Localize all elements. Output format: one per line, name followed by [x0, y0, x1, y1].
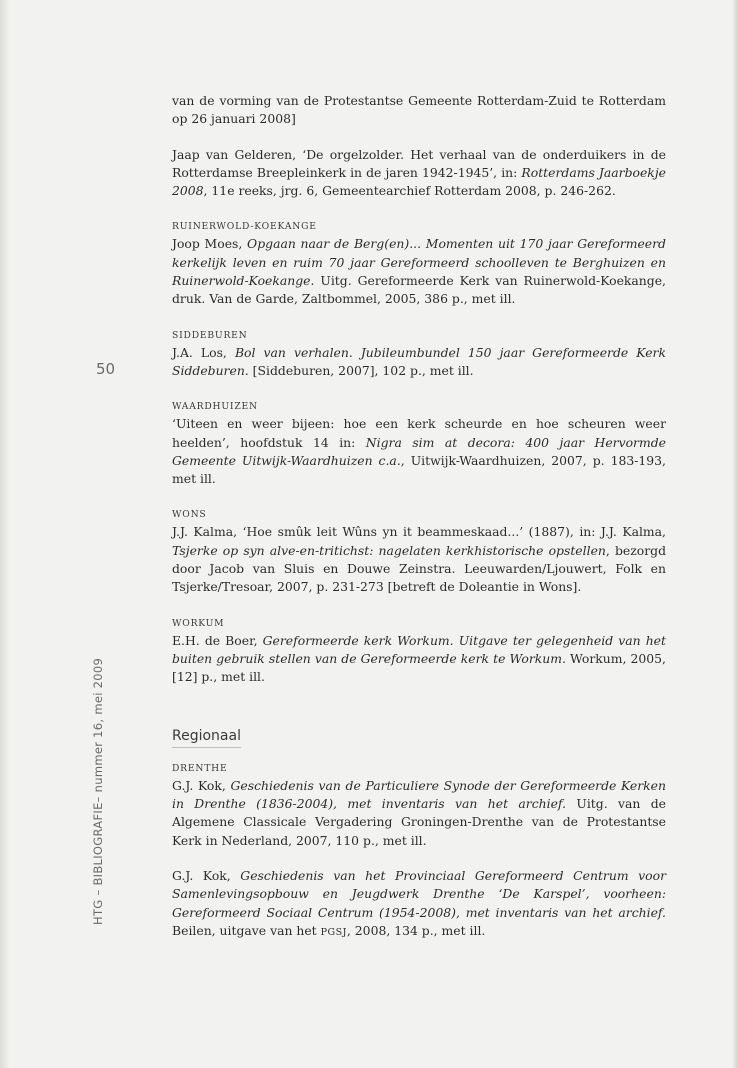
bib-title: Nigra sim at decora: 400 jaar Hervormde Gemeente Uitwijk-Waardhuizen c.a.: [172, 434, 666, 468]
bib-entry-ruinerwold: Joop Moes, Opgaan naar de Berg(en)... Momenten uit 170 jaar Gereformeerd kerkelijk leven en ruim 70 jaar Gereformeerd schoolleven te Berghuizen en Ruinerwold-Koekange. Uitg. Gereformeerde Kerk van Ruinerwold-Koekange, druk. Van de Garde, Zaltbommel, 2005, 386 p., met ill.: [172, 236, 666, 307]
bib-title: Bol van verhalen. Jubileumbundel 150 jaar Gereformeerde Kerk Siddeburen.: [172, 344, 666, 378]
bib-title: Rotterdams Jaarboekje 2008: [172, 164, 666, 199]
bib-abbreviation: PGSJ: [320, 926, 347, 938]
page-number: 50: [96, 360, 116, 378]
place-heading-ruinerwold: RUINERWOLD-KOEKANGE: [172, 221, 317, 233]
bibliography-content: [172, 92, 666, 942]
bib-title: Geschiedenis van de Particuliere Synode der Gereformeerde Kerken in Drenthe (1836-2004), met inventaris van het archief.: [172, 777, 666, 812]
bib-title: Opgaan naar de Berg(en)... Momenten uit 170 jaar Gereformeerd kerkelijk leven en ruim 70 jaar Gereformeerd schoolleven te Berghuizen en Ruinerwold-Koekange.: [172, 236, 666, 289]
place-heading-waardhuizen: WAARDHUIZEN: [172, 401, 258, 413]
bib-title: Gereformeerde kerk Workum. Uitgave ter gelegenheid van het buiten gebruik stellen van de Gereformeerde kerk te Workum.: [172, 632, 666, 666]
place-heading-siddeburen: SIDDEBUREN: [172, 329, 248, 341]
section-heading-regionaal: Regionaal: [172, 727, 241, 748]
bib-title: Tsjerke op syn alve-en-tritichst: nagelaten kerkhistorische opstellen: [172, 542, 606, 558]
bib-entry-siddeburen: J.A. Los, Bol van verhalen. Jubileumbundel 150 jaar Gereformeerde Kerk Siddeburen. [Siddeburen, 2007], 102 p., met ill.: [172, 344, 666, 378]
running-side-label: HTG – BIBLIOGRAFIE– nummer 16, mei 2009: [91, 657, 105, 925]
page-edge-left: [0, 0, 10, 1068]
page-edge-right: [732, 0, 738, 1068]
bib-entry-drenthe-synode: G.J. Kok, Geschiedenis van de Particuliere Synode der Gereformeerde Kerken in Drenthe (1836-2004), met inventaris van het archief. Uitg. van de Algemene Classicale Vergadering Groningen-Drenthe van de Protestantse Kerk in Nederland, 2007, 110 p., met ill.: [172, 777, 667, 848]
place-heading-drenthe: DRENTHE: [172, 762, 228, 774]
place-heading-wons: WONS: [172, 509, 207, 521]
place-heading-workum: WORKUM: [172, 617, 225, 629]
bib-entry-waardhuizen: ‘Uiteen en weer bijeen: hoe een kerk scheurde en hoe scheuren weer heelden’, hoofdstuk 14 in: Nigra sim at decora: 400 jaar Hervormde Gemeente Uitwijk-Waardhuizen c.a., Uitwijk-Waardhuizen, 2007, p. 183-193, met ill.: [172, 416, 666, 487]
bib-entry-drenthe-karspel: G.J. Kok, Geschiedenis van het Provinciaal Gereformeerd Centrum voor Samenlevingsopbouw en Jeugdwerk Drenthe ‘De Karspel’, voorheen: Gereformeerd Sociaal Centrum (1954-2008), met inventaris van het archief. Beilen, uitgave van het PGSJ, 2008, 134 p., met ill.: [172, 868, 666, 938]
bib-entry-continuation: van de vorming van de Protestantse Gemeente Rotterdam-Zuid te Rotterdam op 26 januari 2008]: [172, 93, 666, 127]
bib-title: Geschiedenis van het Provinciaal Gereformeerd Centrum voor Samenlevingsopbouw en Jeugdwerk Drenthe ‘De Karspel’, voorheen: Gereformeerd Sociaal Centrum (1954-2008), met inventaris van het archief.: [172, 868, 666, 920]
bib-entry-wons: J.J. Kalma, ‘Hoe smûk leit Wûns yn it beammeskaad...’ (1887), in: J.J. Kalma, Tsjerke op syn alve-en-tritichst: nagelaten kerkhistorische opstellen, bezorgd door Jacob van Sluis en Douwe Zeinstra. Leeuwarden/Ljouwert, Folk en Tsjerke/Tresoar, 2007, p. 231-273 [betreft de Doleantie in Wons].: [172, 524, 667, 595]
bib-entry-gelderen: Jaap van Gelderen, ‘De orgelzolder. Het verhaal van de onderduikers in de Rotterdamse Breepleinkerk in de jaren 1942-1945’, in: Rotterdams Jaarboekje 2008, 11e reeks, jrg. 6, Gemeentearchief Rotterdam 2008, p. 246-262.: [172, 146, 666, 199]
bib-entry-workum: E.H. de Boer, Gereformeerde kerk Workum. Uitgave ter gelegenheid van het buiten gebruik stellen van de Gereformeerde kerk te Workum. Workum, 2005, [12] p., met ill.: [172, 632, 666, 685]
